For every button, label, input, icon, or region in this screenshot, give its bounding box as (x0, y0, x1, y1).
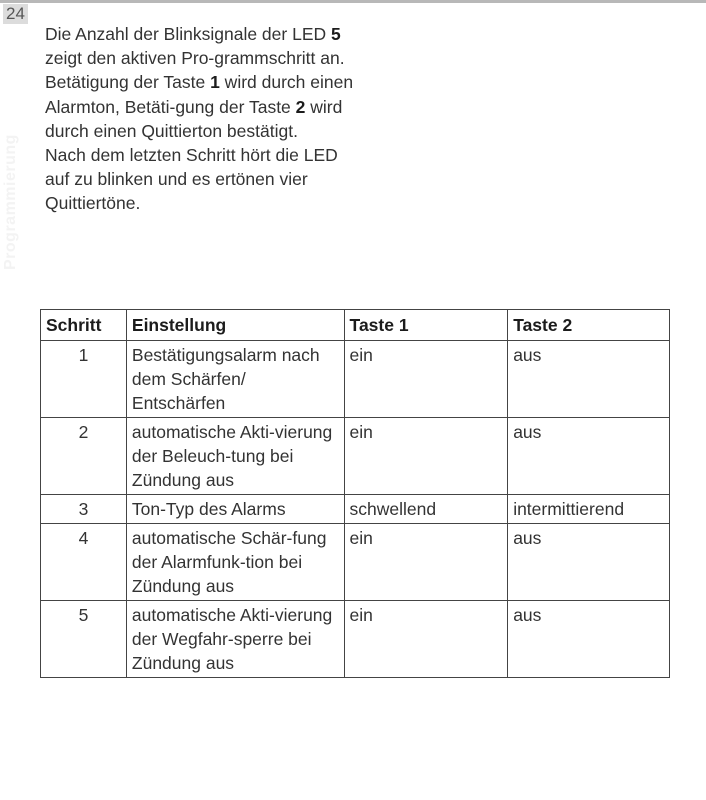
intro-p1-a: Die Anzahl der Blinksignale der LED (45, 24, 331, 44)
table-row (41, 495, 670, 524)
table-row (41, 601, 670, 678)
intro-p1-led-number: 5 (331, 24, 341, 44)
setting-cell: automatische Schär-fung der Alarmfunk-tion bei Zündung aus (126, 524, 344, 601)
intro-p3: Nach dem letzten Schritt hört die LED auf zu blinken und es ertönen vier Quittiertöne. (45, 145, 338, 214)
intro-p2-key2: 2 (295, 96, 306, 117)
table-row (41, 341, 670, 418)
header-taste-2: Taste 2 (508, 310, 670, 341)
taste1-cell: ein (344, 418, 508, 495)
intro-p2-key1: 1 (210, 72, 220, 93)
taste1-cell: schwellend (344, 495, 508, 524)
step-cell: 5 (41, 601, 127, 678)
setting-cell: automatische Akti-vierung der Beleuch-tung bei Zündung aus (126, 418, 344, 495)
table-row (41, 418, 670, 495)
step-cell: 1 (41, 341, 127, 418)
taste1-cell: ein (344, 341, 508, 418)
header-taste-1: Taste 1 (344, 310, 508, 341)
side-label: Programmierung (2, 134, 19, 270)
intro-p2-e: wird durch einen Quittierton bestätigt. (45, 96, 343, 141)
taste2-cell: aus (508, 418, 670, 495)
taste2-cell: aus (508, 524, 670, 601)
setting-cell: Ton-Typ des Alarms (126, 495, 344, 524)
taste2-cell: aus (508, 601, 670, 678)
taste2-cell: aus (508, 341, 670, 418)
intro-p2-c: wird durch einen Alarmton, Betäti-gung der Taste (45, 72, 354, 117)
step-cell: 4 (41, 524, 127, 601)
header-einstellung: Einstellung (126, 310, 344, 341)
setting-cell: Bestätigungsalarm nach dem Schärfen/ Entschärfen (126, 341, 344, 418)
intro-p2-a: Betätigung der Taste (45, 72, 211, 93)
step-cell: 2 (41, 418, 127, 495)
setting-cell: automatische Akti-vierung der Wegfahr-sperre bei Zündung aus (126, 601, 344, 678)
taste2-cell: intermittierend (508, 495, 670, 524)
taste1-cell: ein (344, 524, 508, 601)
table-row (41, 524, 670, 601)
step-cell: 3 (41, 495, 127, 524)
taste1-cell: ein (344, 601, 508, 678)
intro-p1-c: zeigt den aktiven Pro-grammschritt an. (45, 48, 345, 69)
table-header-row (41, 310, 670, 341)
page-number: 24 (3, 4, 28, 24)
header-schritt: Schritt (41, 310, 127, 341)
settings-table (40, 309, 670, 678)
intro-text (45, 22, 365, 216)
top-rule (0, 0, 706, 3)
